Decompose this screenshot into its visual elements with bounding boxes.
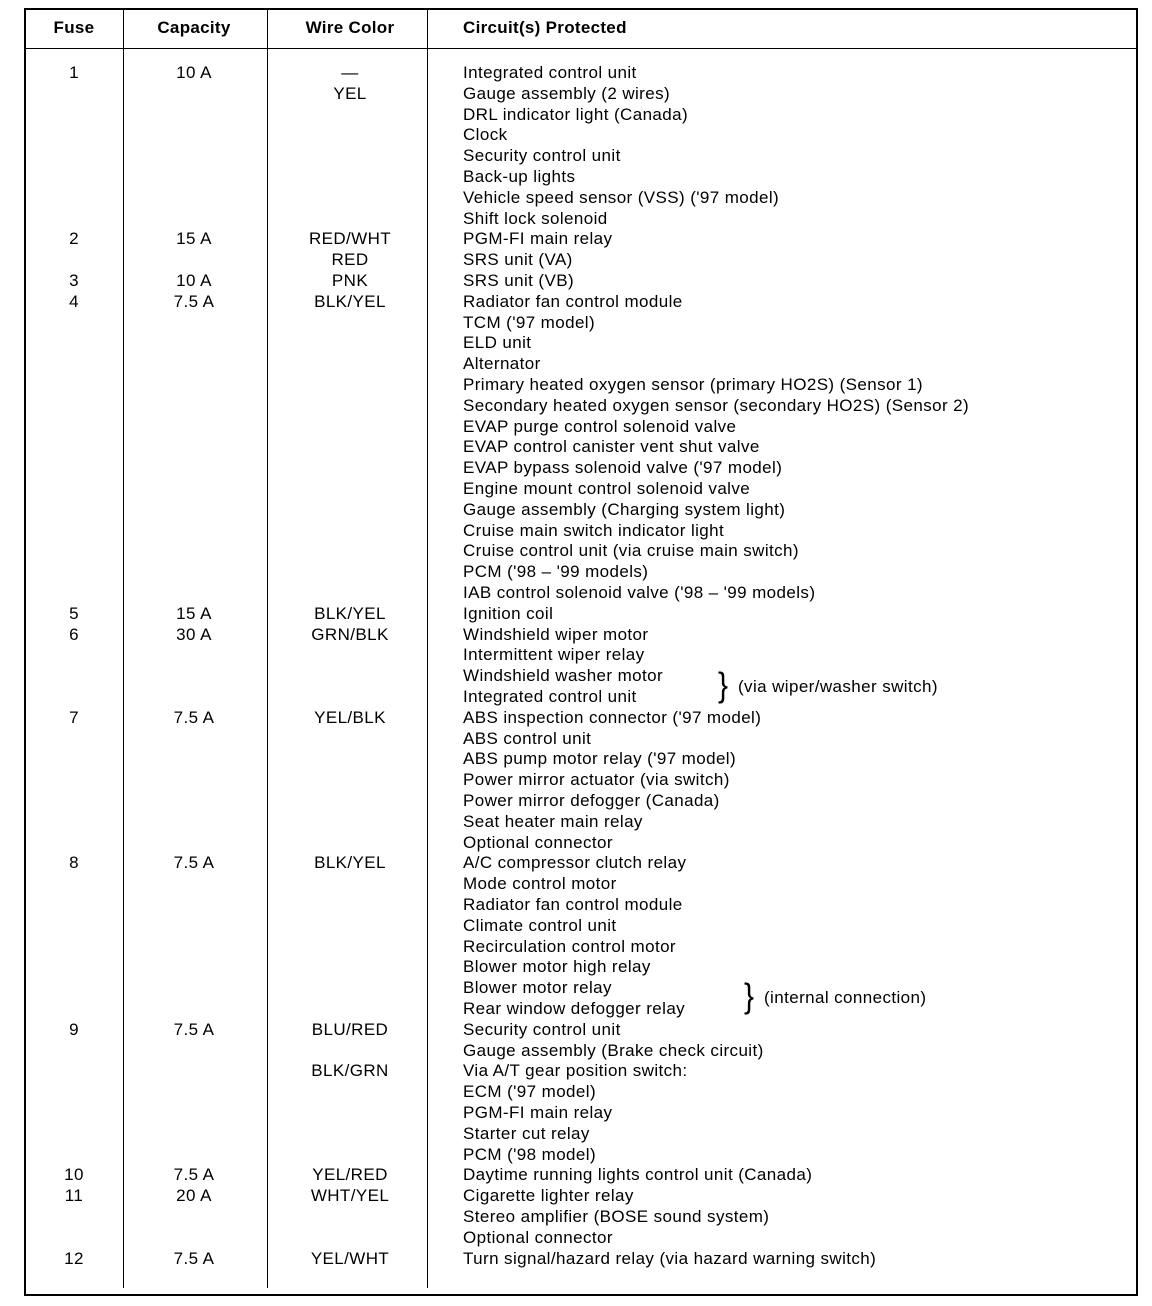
circuit-text: Recirculation control motor <box>463 936 676 956</box>
header-divider <box>26 48 1136 49</box>
circuit-text: PGM-FI main relay <box>463 1103 613 1122</box>
circuit-text: Optional connector <box>463 1227 613 1247</box>
circuit-text: EVAP purge control solenoid valve <box>463 416 737 436</box>
brace-icon: } <box>744 977 755 1016</box>
wiper-washer-note: (via wiper/washer switch) <box>738 677 938 696</box>
fuse-number: 9 <box>69 1019 79 1039</box>
capacity-value: 20 A <box>176 1186 212 1206</box>
circuit-text: Cruise main switch indicator light <box>463 520 725 540</box>
wire-color-value: GRN/BLK <box>311 624 389 644</box>
circuit-text: Starter cut relay <box>463 1123 590 1143</box>
header-circuits: Circuit(s) Protected <box>463 18 627 37</box>
circuit-text: ABS control unit <box>463 728 592 748</box>
circuit-text: Gauge assembly (2 wires) <box>463 83 671 103</box>
circuit-text: PCM ('98 model) <box>463 1144 597 1164</box>
circuit-text: IAB control solenoid valve ('98 – '99 models) <box>463 583 816 602</box>
circuit-text: Turn signal/hazard relay (via hazard warning switch) <box>463 1248 877 1268</box>
capacity-value: 15 A <box>176 603 212 623</box>
circuit-text: TCM ('97 model) <box>463 312 596 332</box>
circuit-text: Intermittent wiper relay <box>463 645 645 665</box>
circuit-text: Gauge assembly (Charging system light) <box>463 499 786 519</box>
fuse-number: 12 <box>64 1248 84 1268</box>
column-divider <box>123 10 124 1288</box>
wire-color-value: BLU/RED <box>311 1019 389 1039</box>
fuse-number: 5 <box>69 603 79 623</box>
fuse-number: 6 <box>69 624 79 644</box>
fuse-number: 4 <box>69 291 79 311</box>
circuit-text: ECM ('97 model) <box>463 1082 597 1102</box>
circuit-text: Cruise control unit (via cruise main switch) <box>463 541 799 561</box>
capacity-value: 7.5 A <box>173 1019 215 1039</box>
circuit-text: Power mirror actuator (via switch) <box>463 770 730 790</box>
capacity-value: 7.5 A <box>173 1248 215 1268</box>
circuit-text: Optional connector <box>463 832 613 852</box>
circuit-text: A/C compressor clutch relay <box>463 853 687 873</box>
fuse-number: 11 <box>64 1186 84 1206</box>
circuit-text: Ignition coil <box>463 603 554 623</box>
circuit-text: Vehicle speed sensor (VSS) ('97 model) <box>463 187 780 207</box>
circuit-text: Stereo amplifier (BOSE sound system) <box>463 1207 770 1226</box>
wire-color-value: PNK <box>331 271 369 290</box>
capacity-value: 7.5 A <box>173 291 215 311</box>
circuit-text: PGM-FI main relay <box>463 229 613 249</box>
column-divider <box>427 10 428 1288</box>
circuit-text: Power mirror defogger (Canada) <box>463 791 720 810</box>
wire-color-value: BLK/YEL <box>314 853 386 873</box>
capacity-value: 10 A <box>176 271 212 290</box>
brace-icon: } <box>718 666 729 705</box>
wire-color-value: WHT/YEL <box>310 1186 390 1206</box>
circuit-text: SRS unit (VA) <box>463 250 573 270</box>
circuit-text: Gauge assembly (Brake check circuit) <box>463 1040 764 1060</box>
wire-color-value: YEL/WHT <box>310 1248 390 1268</box>
circuit-text: Via A/T gear position switch: <box>463 1061 688 1081</box>
circuit-text: Integrated control unit <box>463 63 637 82</box>
circuit-text: DRL indicator light (Canada) <box>463 104 689 124</box>
circuit-text: Alternator <box>463 354 541 374</box>
wire-color-value: BLK/GRN <box>311 1061 389 1081</box>
wire-color-value: RED <box>331 250 369 270</box>
fuse-table <box>24 8 1138 1294</box>
circuit-text: Security control unit <box>463 146 621 166</box>
circuit-text: Blower motor high relay <box>463 957 651 977</box>
header-capacity: Capacity <box>157 18 231 37</box>
circuit-text: Shift lock solenoid <box>463 208 608 228</box>
circuit-text: Daytime running lights control unit (Canada) <box>463 1165 813 1185</box>
capacity-value: 30 A <box>176 624 212 644</box>
capacity-value: 7.5 A <box>173 707 215 727</box>
circuit-text: EVAP bypass solenoid valve ('97 model) <box>463 458 783 478</box>
circuit-text: Windshield wiper motor <box>463 624 649 644</box>
wire-color-value: BLK/YEL <box>314 603 386 623</box>
wire-color-value: YEL/RED <box>312 1165 388 1185</box>
circuit-text: Secondary heated oxygen sensor (secondary HO2S) (Sensor 2) <box>463 395 970 415</box>
circuit-text: Seat heater main relay <box>463 811 643 831</box>
circuit-text: Windshield washer motor <box>463 666 664 686</box>
circuit-text: Mode control motor <box>463 874 617 894</box>
capacity-value: 10 A <box>176 63 212 82</box>
header-wire-color: Wire Color <box>305 18 395 37</box>
circuit-text: EVAP control canister vent shut valve <box>463 437 760 457</box>
circuit-text: ABS pump motor relay ('97 model) <box>463 749 737 769</box>
circuit-text: Climate control unit <box>463 915 617 935</box>
wire-color-value: YEL/BLK <box>314 707 386 727</box>
circuit-text: Rear window defogger relay <box>463 999 686 1018</box>
wire-color-value: RED/WHT <box>308 229 392 249</box>
circuit-text: Engine mount control solenoid valve <box>463 479 751 498</box>
fuse-number: 2 <box>69 229 79 249</box>
circuit-text: Back-up lights <box>463 167 576 186</box>
fuse-number: 10 <box>64 1165 84 1185</box>
capacity-value: 7.5 A <box>173 853 215 873</box>
fuse-number: 7 <box>69 707 79 727</box>
column-divider <box>267 10 268 1288</box>
wire-color-value: YEL <box>333 83 367 103</box>
fuse-number: 1 <box>69 63 79 82</box>
circuit-text: Security control unit <box>463 1019 621 1039</box>
circuit-text: ELD unit <box>463 333 532 353</box>
circuit-text: Clock <box>463 125 508 145</box>
wire-color-value: BLK/YEL <box>314 291 386 311</box>
circuit-text: PCM ('98 – '99 models) <box>463 562 649 582</box>
circuit-text: Blower motor relay <box>463 978 612 998</box>
circuit-text: ABS inspection connector ('97 model) <box>463 707 762 727</box>
wire-color-value: — <box>341 63 359 82</box>
fuse-number: 8 <box>69 853 79 873</box>
header-fuse: Fuse <box>53 18 95 37</box>
circuit-text: Radiator fan control module <box>463 291 683 311</box>
table-bottom-border <box>24 1294 1138 1296</box>
circuit-text: SRS unit (VB) <box>463 271 575 290</box>
circuit-text: Primary heated oxygen sensor (primary HO2S) (Sensor 1) <box>463 375 923 394</box>
circuit-text: Radiator fan control module <box>463 895 683 914</box>
circuit-text: Cigarette lighter relay <box>463 1186 634 1206</box>
fuse-number: 3 <box>69 271 79 290</box>
capacity-value: 15 A <box>176 229 212 249</box>
capacity-value: 7.5 A <box>173 1165 215 1185</box>
internal-connection-note: (internal connection) <box>764 988 927 1007</box>
circuit-text: Integrated control unit <box>463 687 637 706</box>
